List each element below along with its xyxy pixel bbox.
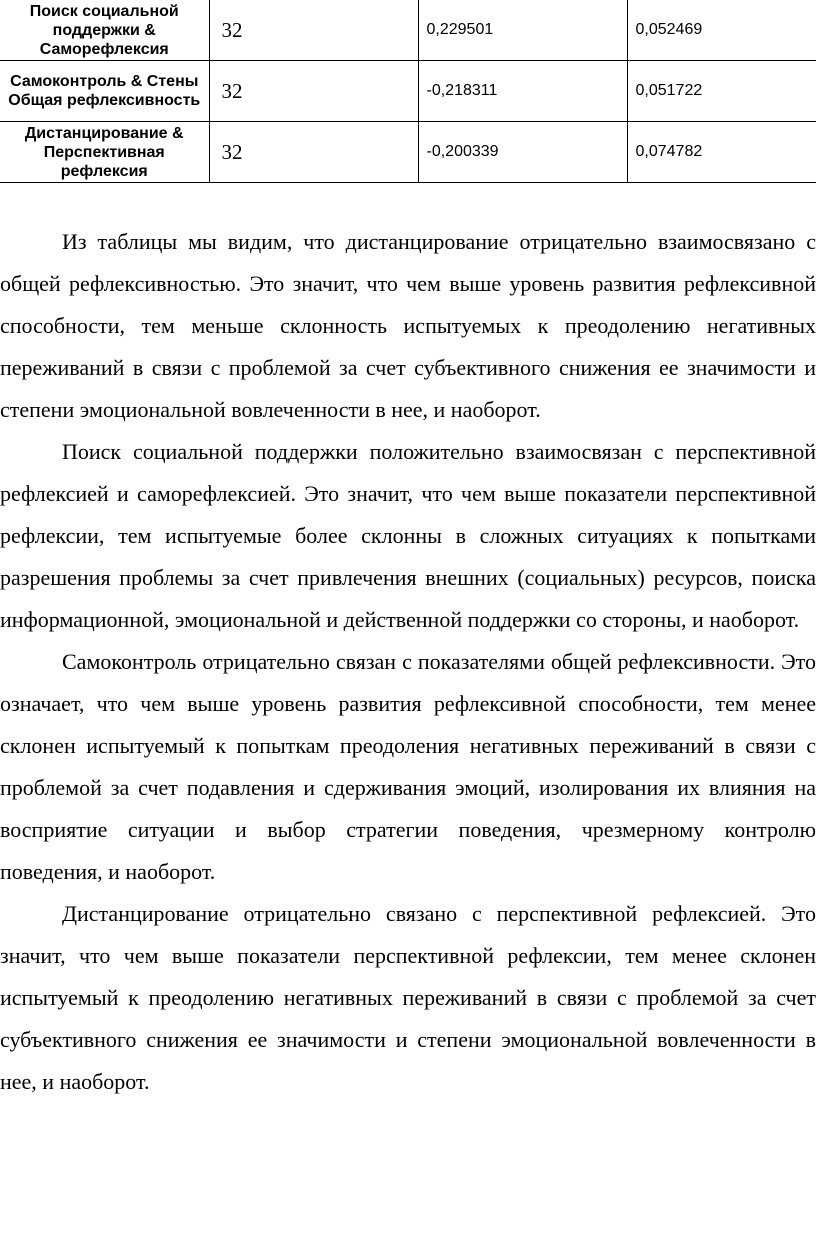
table-row <box>0 0 816 61</box>
paragraph: Поиск социальной поддержки положительно взаимосвязан с перспективной рефлексией и саморефлексией. Это значит, что чем выше показатели перспективной рефлексии, тем испытуемые более склонны в сложных ситуациях к попытками разрешения проблемы за счет привлечения внешних (социальных) ресурсов, поиска информационной, эмоциональной и действенной поддержки со стороны, и наоборот. <box>0 439 816 632</box>
pair-name-cell: Самоконтроль & Стены Общая рефлексивность <box>0 61 209 122</box>
n-value-cell: 32 <box>209 61 418 122</box>
n-value-cell: 32 <box>209 0 418 61</box>
n-value-cell: 32 <box>209 122 418 183</box>
body-text <box>0 221 816 1103</box>
table-row <box>0 61 816 122</box>
paragraph: Самоконтроль отрицательно связан с показателями общей рефлексивности. Это означает, что чем выше уровень развития рефлексивной способности, тем менее склонен испытуемый к попыткам преодоления негативных переживаний в связи с проблемой за счет подавления и сдерживания эмоций, изолирования их влияния на восприятие ситуации и выбор стратегии поведения, чрезмерному контролю поведения, и наоборот. <box>0 649 816 884</box>
correlation-table <box>0 0 816 183</box>
r-value-cell: 0,229501 <box>418 0 627 61</box>
paragraph: Из таблицы мы видим, что дистанцирование отрицательно взаимосвязано с общей рефлексивностью. Это значит, что чем выше уровень развития рефлексивной способности, тем меньше склонность испытуемых к преодолению негативных переживаний в связи с проблемой за счет субъективного снижения ее значимости и степени эмоциональной вовлеченности в нее, и наоборот. <box>0 229 816 422</box>
p-value-cell: 0,052469 <box>627 0 816 61</box>
paragraph: Дистанцирование отрицательно связано с перспективной рефлексией. Это значит, что чем выше показатели перспективной рефлексии, тем менее склонен испытуемый к преодолению негативных переживаний в связи с проблемой за счет субъективного снижения ее значимости и степени эмоциональной вовлеченности в нее, и наоборот. <box>0 901 816 1094</box>
pair-name-cell: Дистанцирование & Перспективная рефлексия <box>0 122 209 183</box>
r-value-cell: -0,200339 <box>418 122 627 183</box>
table-row <box>0 122 816 183</box>
p-value-cell: 0,051722 <box>627 61 816 122</box>
pair-name-cell: Поиск социальной поддержки & Саморефлексия <box>0 0 209 61</box>
p-value-cell: 0,074782 <box>627 122 816 183</box>
r-value-cell: -0,218311 <box>418 61 627 122</box>
